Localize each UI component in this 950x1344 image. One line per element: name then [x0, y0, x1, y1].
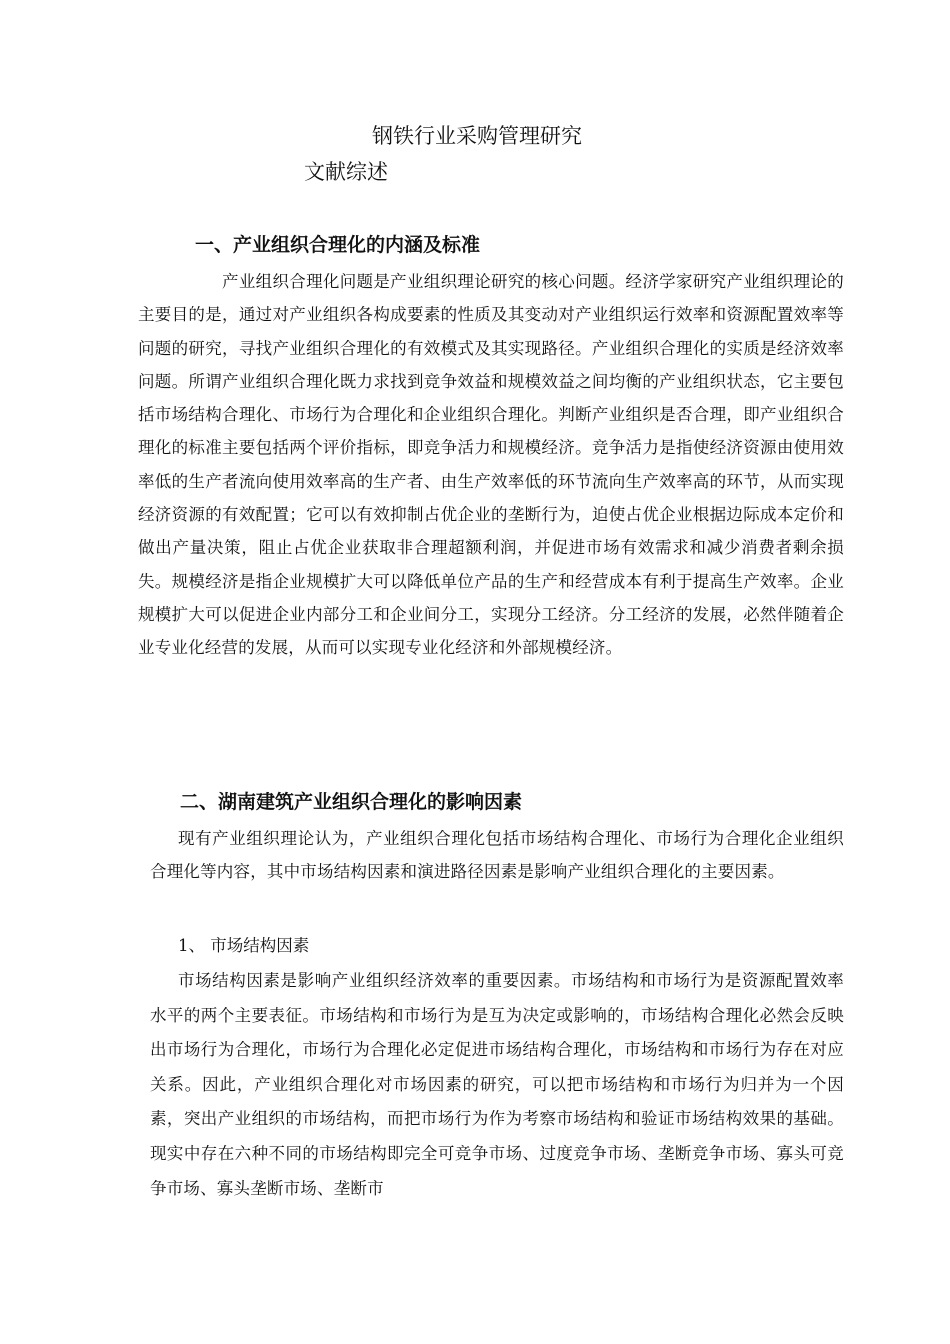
document-title: 钢铁行业采购管理研究 — [372, 124, 582, 148]
section-2-paragraph: 现有产业组织理论认为，产业组织合理化包括市场结构合理化、市场行为合理化企业组织合理化等内容，其中市场结构因素和演进路径因素是影响产业组织合理化的主要因素。 — [150, 829, 844, 882]
document-subtitle: 文献综述 — [304, 160, 388, 184]
subsection-1-paragraph: 市场结构因素是影响产业组织经济效率的重要因素。市场结构和市场行为是资源配置效率水平的两个主要表征。市场结构和市场行为是互为决定或影响的，市场结构合理化必然会反映出市场行为合理化，市场行为合理化必定促进市场结构合理化，市场结构和市场行为存在对应关系。因此，产业组织合理化对市场因素的研究，可以把市场结构和市场行为归并为一个因素，突出产业组织的市场结构，而把市场行为作为考察市场结构和验证市场结构效果的基础。现实中存在六种不同的市场结构即完全可竞争市场、过度竞争市场、垄断竞争市场、寡头可竞争市场、寡头垄断市场、垄断市 — [150, 971, 844, 1198]
subsection-1-heading: 1、 市场结构因素 — [178, 936, 310, 955]
section-2-heading: 二、湖南建筑产业组织合理化的影响因素 — [180, 791, 523, 813]
section-1-heading: 一、产业组织合理化的内涵及标准 — [195, 234, 481, 256]
section-1-paragraph: 产业组织合理化问题是产业组织理论研究的核心问题。经济学家研究产业组织理论的主要目的是，通过对产业组织各构成要素的性质及其变动对产业组织运行效率和资源配置效率等问题的研究，寻找产业组织合理化的有效模式及其实现路径。产业组织合理化的实质是经济效率问题。所谓产业组织合理化既力求找到竞争效益和规模效益之间均衡的产业组织状态，它主要包括市场结构合理化、市场行为合理化和企业组织合理化。判断产业组织是否合理，即产业组织合理化的标准主要包括两个评价指标，即竞争活力和规模经济。竞争活力是指使经济资源由使用效率低的生产者流向使用效率高的生产者、由生产效率低的环节流向生产效率高的环节，从而实现经济资源的有效配置；它可以有效抑制占优企业的垄断行为，迫使占优企业根据边际成本定价和做出产量决策，阻止占优企业获取非合理超额利润，并促进市场有效需求和减少消费者剩余损失。规模经济是指企业规模扩大可以降低单位产品的生产和经营成本有利于提高生产效率。企业规模扩大可以促进企业内部分工和企业间分工，实现分工经济。分工经济的发展，必然伴随着企业专业化经营的发展，从而可以实现专业化经济和外部规模经济。 — [138, 272, 844, 658]
